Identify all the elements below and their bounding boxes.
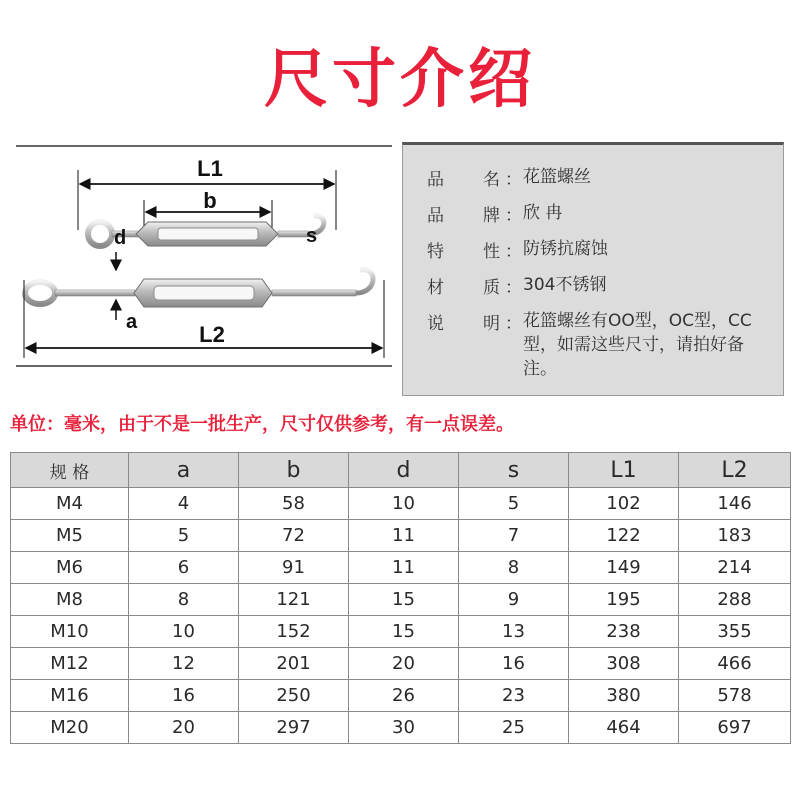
label-b: b [203,188,217,213]
spec-size-cell: M12 [11,648,129,680]
table-cell: 149 [569,552,679,584]
spec-size-cell: M16 [11,680,129,712]
column-header: L2 [679,453,791,488]
table-cell: 12 [129,648,239,680]
info-key: 材 [427,278,444,298]
table-cell: 58 [239,488,349,520]
table-cell: 122 [569,520,679,552]
table-cell: 8 [459,552,569,584]
table-row [11,680,791,712]
table-cell: 26 [349,680,459,712]
info-key: 名 [483,170,500,190]
info-value: 防锈抗腐蚀 [523,239,608,259]
info-key: 特 [427,242,444,262]
table-cell: 6 [129,552,239,584]
table-cell: 15 [349,616,459,648]
spec-table [10,452,791,744]
spec-size-cell: M4 [11,488,129,520]
spec-size-cell: M10 [11,616,129,648]
label-s: s [306,225,318,247]
table-row [11,488,791,520]
table-cell: 102 [569,488,679,520]
table-cell: 238 [569,616,679,648]
table-cell: 380 [569,680,679,712]
info-value: 花篮螺丝 [523,167,591,187]
product-info-box [402,142,784,396]
table-cell: 214 [679,552,791,584]
info-value: 花篮螺丝有OO型，OC型，CC型，如需这些尺寸，请拍好备注。 [523,311,752,379]
table-cell: 20 [129,712,239,744]
table-cell: 15 [349,584,459,616]
info-key: 说 [427,314,444,334]
table-cell: 121 [239,584,349,616]
table-cell: 4 [129,488,239,520]
table-cell: 16 [129,680,239,712]
column-header: d [349,453,459,488]
table-cell: 13 [459,616,569,648]
table-cell: 355 [679,616,791,648]
info-key: 牌 [483,206,500,226]
table-row [11,552,791,584]
table-cell: 9 [459,584,569,616]
table-cell: 201 [239,648,349,680]
label-a: a [126,311,138,333]
table-cell: 183 [679,520,791,552]
table-cell: 10 [349,488,459,520]
spec-size-cell: M6 [11,552,129,584]
table-cell: 11 [349,520,459,552]
spec-size-cell: M5 [11,520,129,552]
table-cell: 195 [569,584,679,616]
table-cell: 7 [459,520,569,552]
table-cell: 697 [679,712,791,744]
table-cell: 8 [129,584,239,616]
table-cell: 578 [679,680,791,712]
table-cell: 146 [679,488,791,520]
table-cell: 30 [349,712,459,744]
table-cell: 10 [129,616,239,648]
column-header: a [129,453,239,488]
label-L2: L2 [199,322,225,347]
table-cell: 466 [679,648,791,680]
column-header: L1 [569,453,679,488]
table-cell: 25 [459,712,569,744]
spec-size-cell: M20 [11,712,129,744]
info-key: 品 [427,170,444,190]
info-key: 质 [483,278,500,298]
table-cell: 250 [239,680,349,712]
table-cell: 16 [459,648,569,680]
table-cell: 464 [569,712,679,744]
info-colon: ： [505,242,522,262]
table-cell: 72 [239,520,349,552]
table-cell: 152 [239,616,349,648]
column-header: 规 格 [11,453,129,488]
page-title: 尺寸介绍 [264,43,536,117]
label-d: d [114,227,127,249]
info-key: 明 [483,314,500,334]
table-cell: 11 [349,552,459,584]
table-row [11,584,791,616]
info-value: 304不锈钢 [523,275,607,295]
info-value: 欣 冉 [523,203,563,223]
column-header: b [239,453,349,488]
table-cell: 91 [239,552,349,584]
table-cell: 5 [459,488,569,520]
info-colon: ： [505,278,522,298]
turnbuckle-lower [25,270,373,307]
table-row [11,712,791,744]
column-header: s [459,453,569,488]
table-cell: 23 [459,680,569,712]
table-cell: 5 [129,520,239,552]
info-colon: ： [505,170,522,190]
info-key: 品 [427,206,444,226]
spec-size-cell: M8 [11,584,129,616]
turnbuckle-dimension-diagram [16,140,392,370]
info-key: 性 [483,242,500,262]
table-cell: 20 [349,648,459,680]
table-row [11,520,791,552]
table-cell: 297 [239,712,349,744]
table-row [11,616,791,648]
unit-note: 单位：毫米，由于不是一批生产，尺寸仅供参考，有一点误差。 [10,414,514,435]
info-colon: ： [505,314,522,334]
table-cell: 288 [679,584,791,616]
table-row [11,648,791,680]
info-colon: ： [505,206,522,226]
label-L1: L1 [197,156,223,181]
table-header-row [11,453,791,488]
table-cell: 308 [569,648,679,680]
